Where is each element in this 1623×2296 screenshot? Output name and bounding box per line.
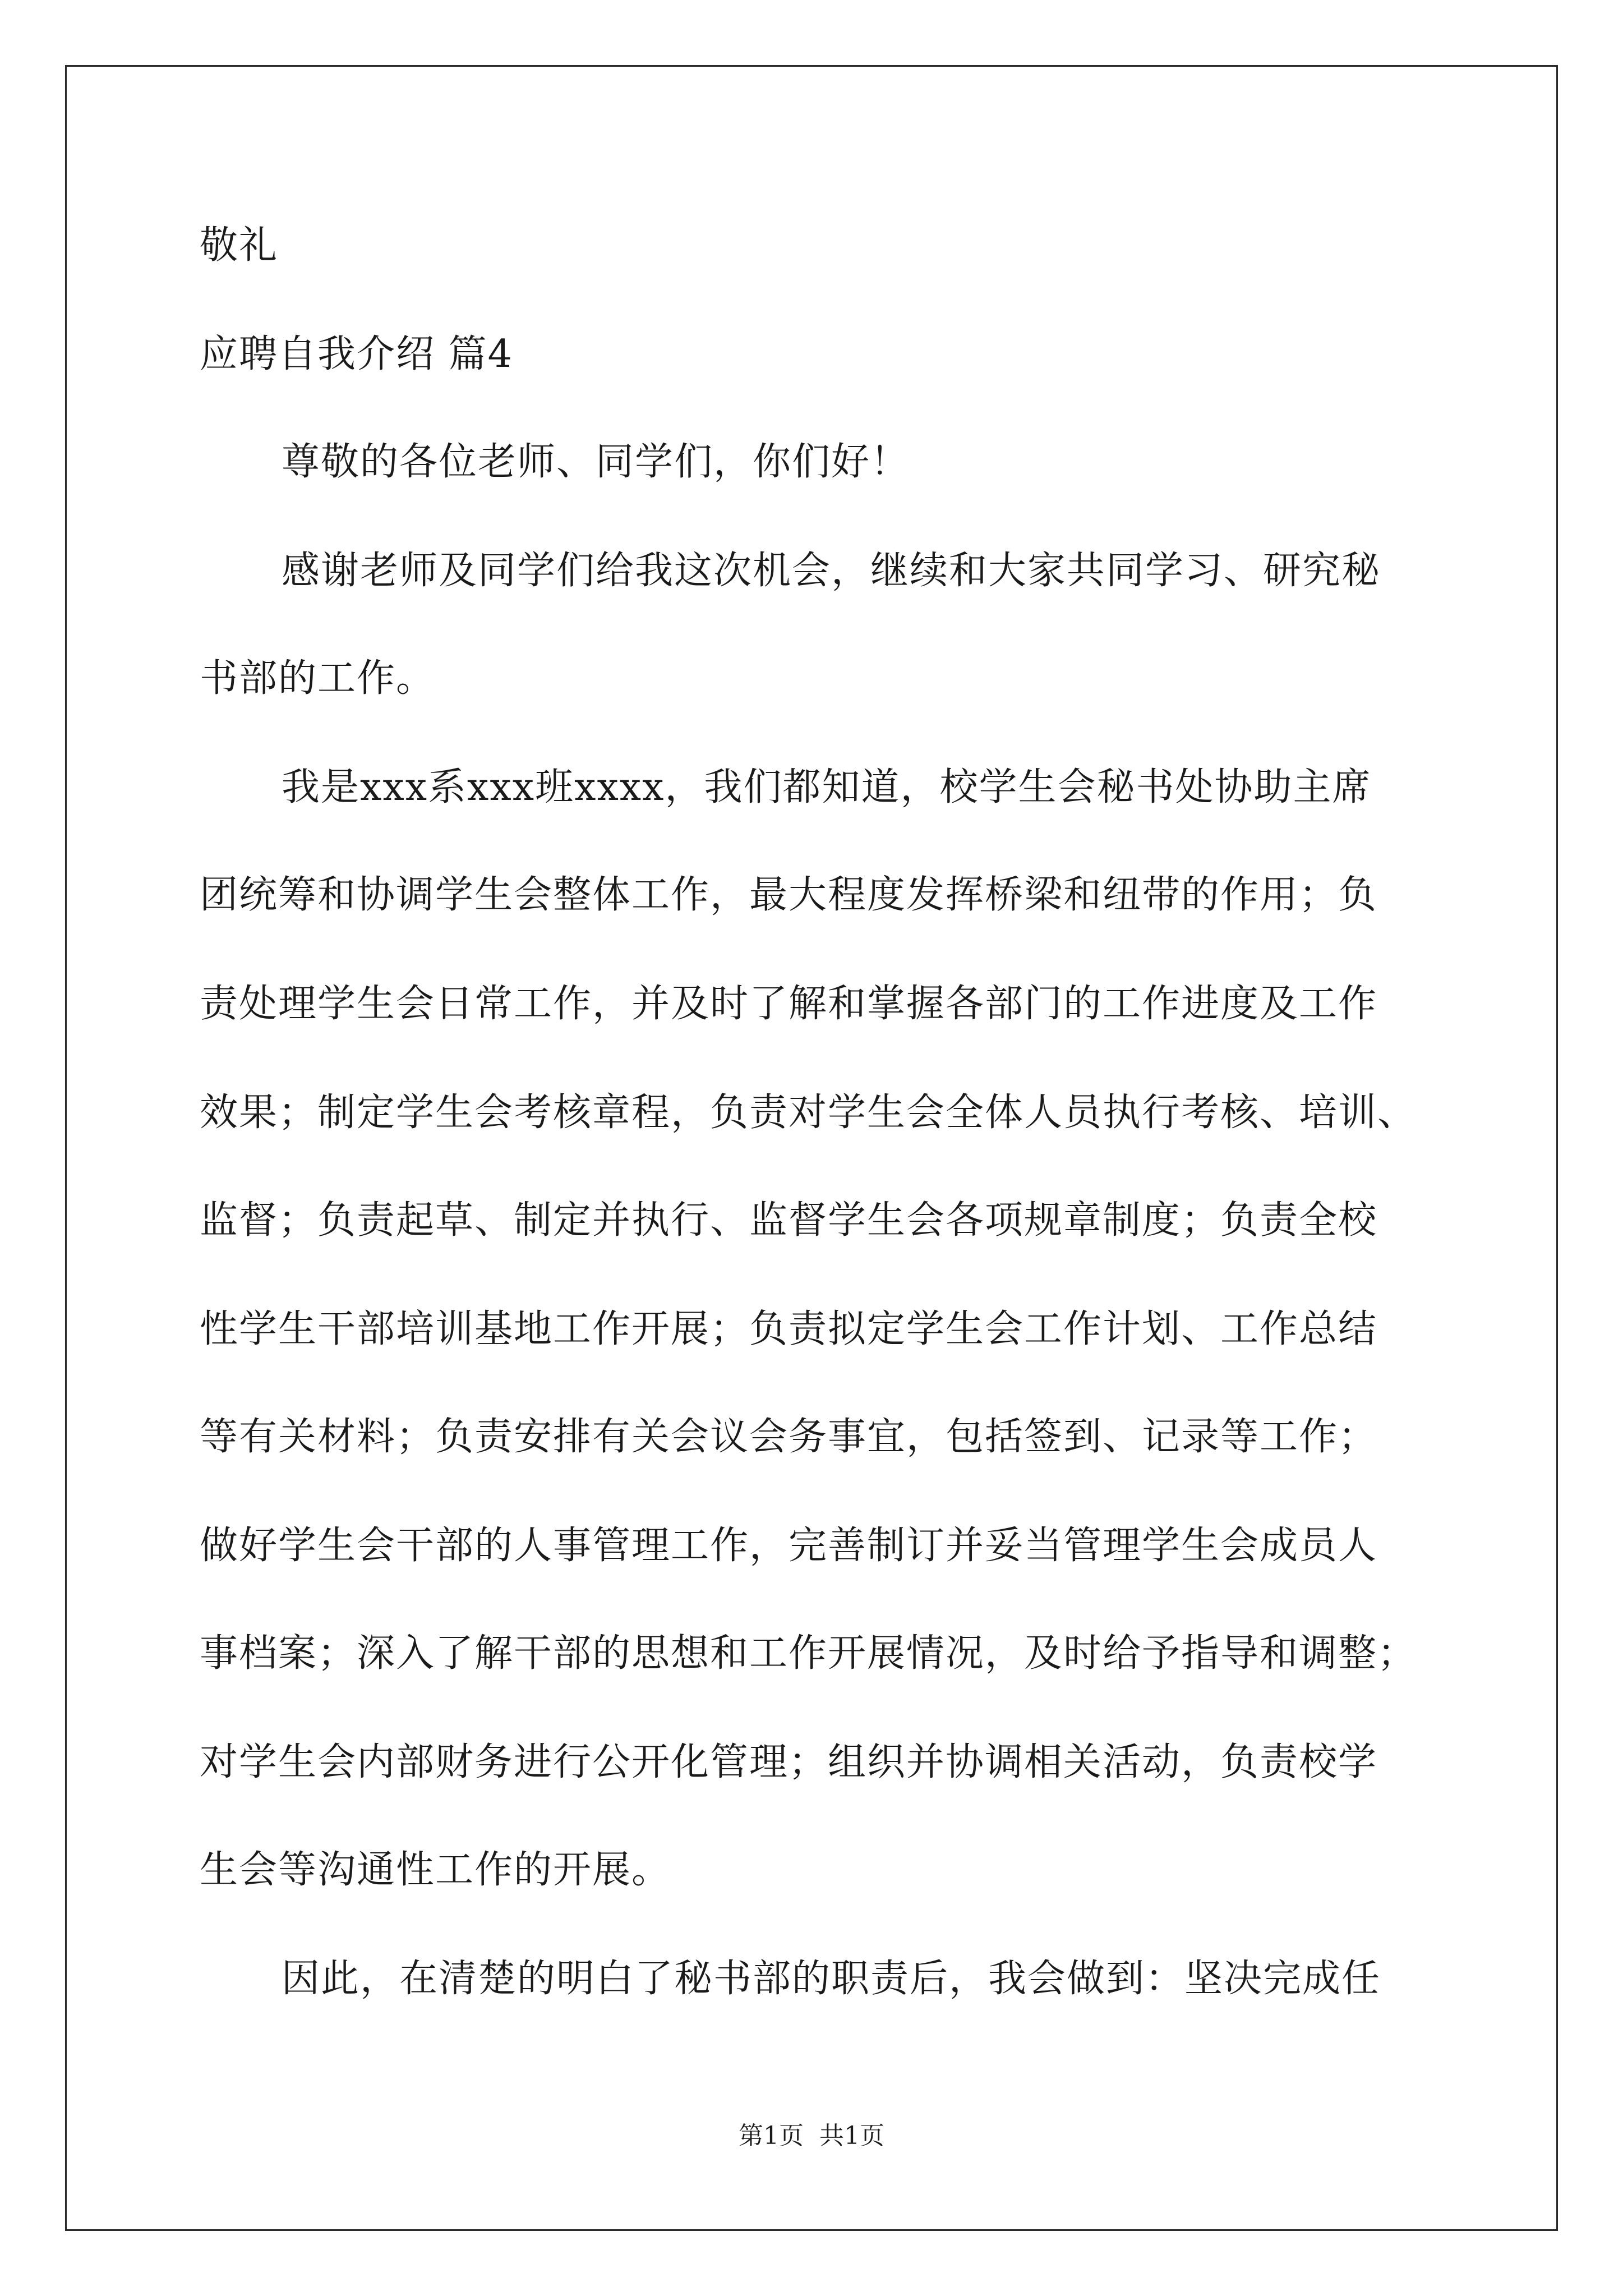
- paragraph-line: 团统筹和协调学生会整体工作，最大程度发挥桥梁和纽带的作用；负: [200, 873, 1378, 917]
- page-border: [65, 65, 1558, 2231]
- paragraph-line: 感谢老师及同学们给我这次机会，继续和大家共同学习、研究秘: [282, 549, 1381, 593]
- paragraph-line: 事档案；深入了解干部的思想和工作开展情况，及时给予指导和调整；: [200, 1631, 1417, 1676]
- paragraph-line: 生会等沟通性工作的开展。: [200, 1848, 671, 1892]
- greeting-line: 尊敬的各位老师、同学们，你们好！: [282, 440, 910, 484]
- paragraph-line: 效果；制定学生会考核章程，负责对学生会全体人员执行考核、培训、: [200, 1091, 1417, 1135]
- page-number-footer: 第1页 共1页: [739, 2122, 884, 2150]
- paragraph-line: 对学生会内部财务进行公开化管理；组织并协调相关活动，负责校学: [200, 1740, 1378, 1784]
- paragraph-line: 责处理学生会日常工作，并及时了解和掌握各部门的工作进度及工作: [200, 982, 1378, 1026]
- closing-salutation: 敬礼: [200, 223, 279, 268]
- paragraph-line: 做好学生会干部的人事管理工作，完善制订并妥当管理学生会成员人: [200, 1524, 1378, 1568]
- paragraph-line: 书部的工作。: [200, 656, 436, 701]
- paragraph-line: 等有关材料；负责安排有关会议会务事宜，包括签到、记录等工作；: [200, 1415, 1378, 1459]
- section-heading: 应聘自我介绍 篇4: [200, 332, 513, 376]
- paragraph-line: 性学生干部培训基地工作开展；负责拟定学生会工作计划、工作总结: [200, 1307, 1378, 1351]
- paragraph-line: 监督；负责起草、制定并执行、监督学生会各项规章制度；负责全校: [200, 1198, 1378, 1243]
- paragraph-line: 我是xxx系xxx班xxxx，我们都知道，校学生会秘书处协助主席: [282, 765, 1372, 809]
- paragraph-line: 因此，在清楚的明白了秘书部的职责后，我会做到：坚决完成任: [282, 1957, 1381, 2001]
